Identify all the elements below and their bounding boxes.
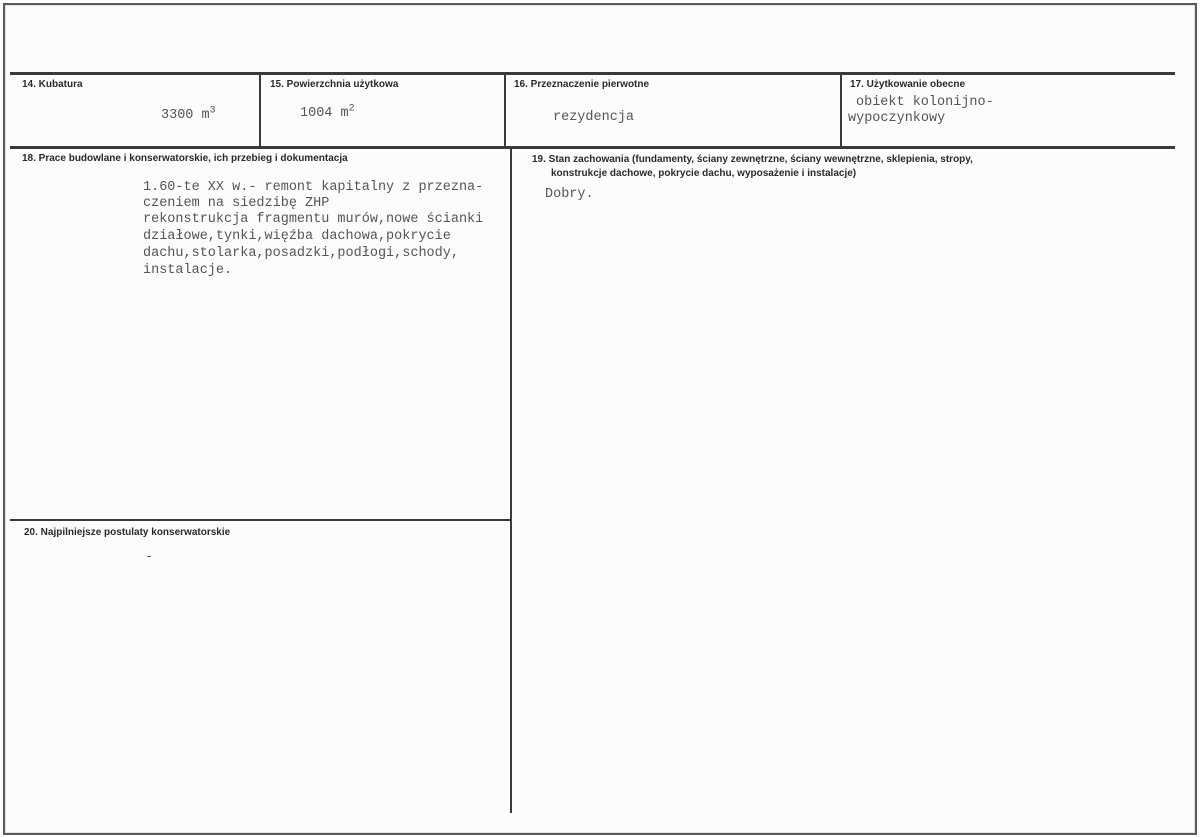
field-20-value: - (145, 550, 154, 565)
field-17-value-line-2: wypoczynkowy (848, 111, 946, 126)
divider-18-19 (510, 148, 512, 813)
field-15-label: 15. Powierzchnia użytkowa (270, 79, 399, 90)
field-14-label: 14. Kubatura (22, 79, 83, 90)
divider-15-16 (504, 74, 506, 146)
field-17-label: 17. Użytkowanie obecne (850, 79, 966, 90)
field-18-label: 18. Prace budowlane i konserwatorskie, ich przebieg i dokumentacja (22, 153, 348, 164)
field-18-line-3: rekonstrukcja fragmentu murów,nowe ścianki (143, 212, 484, 227)
field-18-line-1: 1.60-te XX w.- remont kapitalny z przezna- (143, 180, 484, 195)
field-18-line-6: instalacje. (143, 263, 233, 278)
field-19-label-line-1: 19. Stan zachowania (fundamenty, ściany zewnętrzne, ściany wewnętrzne, sklepienia, stropy, (532, 154, 973, 165)
divider-16-17 (840, 74, 842, 146)
field-16-label: 16. Przeznaczenie pierwotne (514, 79, 650, 90)
inventory-card (3, 3, 1197, 835)
field-17-value-line-1: obiekt kolonijno- (856, 95, 994, 110)
field-15-number: 1004 m (300, 106, 349, 121)
field-18-line-4: działowe,tynki,więźba dachowa,pokrycie (143, 229, 451, 244)
top-rule (10, 72, 1175, 75)
field-18-line-5: dachu,stolarka,posadzki,podłogi,schody, (143, 246, 459, 261)
field-14-unit-exponent: 3 (209, 105, 216, 117)
field-14-number: 3300 m (161, 108, 210, 123)
field-20-label: 20. Najpilniejsze postulaty konserwatorskie (24, 527, 231, 538)
field-14-value (161, 105, 216, 125)
field-15-value (300, 103, 355, 123)
field-15-unit-exponent: 2 (348, 103, 355, 115)
field-18-line-2: czeniem na siedzibę ZHP (143, 196, 330, 211)
field-19-label-line-2: konstrukcje dachowe, pokrycie dachu, wyposażenie i instalacje) (551, 168, 857, 179)
rule-18-20 (10, 519, 510, 521)
row1-bottom-rule (10, 146, 1175, 149)
divider-14-15 (259, 74, 261, 146)
field-16-value: rezydencja (553, 110, 635, 125)
field-19-value: Dobry. (545, 187, 594, 202)
